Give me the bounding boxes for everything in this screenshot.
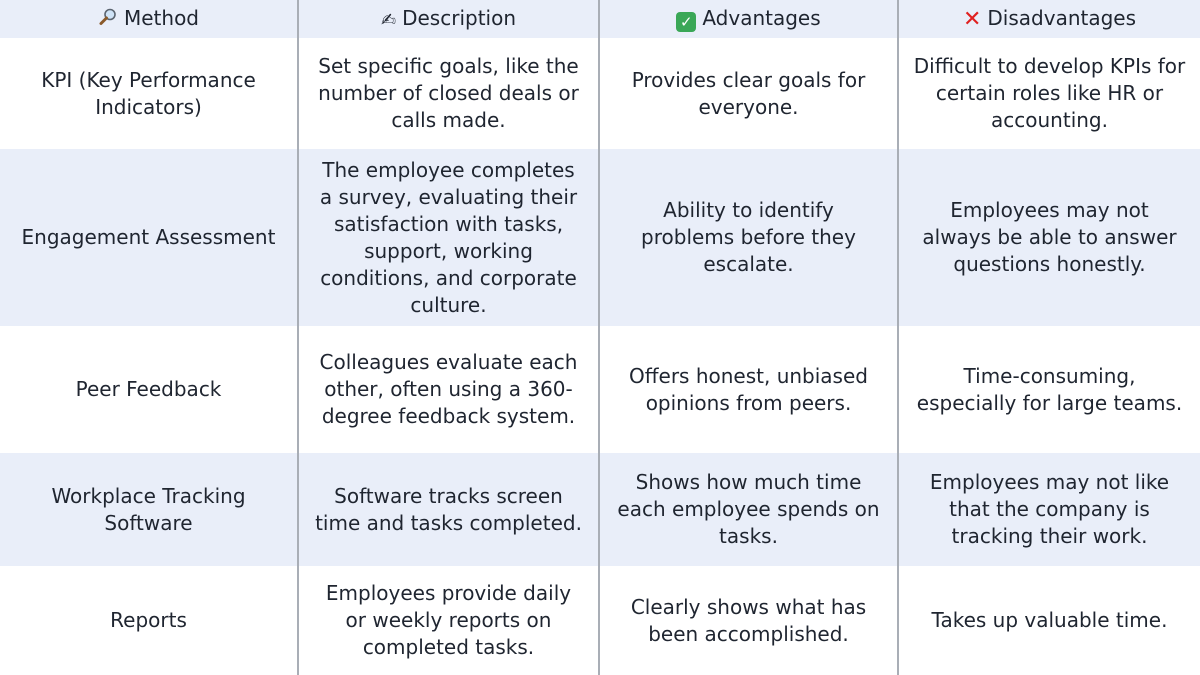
advantages-cell: Ability to identify problems before they escalate. [599,149,898,326]
description-cell: Software tracks screen time and tasks completed. [298,453,599,566]
method-cell: Engagement Assessment [21,225,276,249]
table-row [0,149,1200,326]
advantages-cell: Offers honest, unbiased opinions from peers. [599,326,898,453]
magnifier-icon [98,7,118,32]
header-description [298,0,599,38]
header-description-label: Description [402,5,516,30]
writing-hand-icon: ✍ [381,9,397,31]
header-disadvantages-label: Disadvantages [987,6,1137,30]
disadvantages-cell: Time-consuming, especially for large teams. [898,326,1200,453]
header-advantages [599,0,898,38]
header-advantages-label: Advantages [702,6,821,30]
table-row [0,38,1200,149]
method-cell: KPI (Key Performance Indicators) [41,67,256,119]
cross-mark-icon: ✕ [962,7,982,32]
header-method-label: Method [123,6,199,30]
description-cell: Employees provide daily or weekly reports on completed tasks. [298,566,599,675]
disadvantages-cell: Employees may not always be able to answer questions honestly. [898,149,1200,326]
method-cell: Reports [110,608,187,632]
check-mark-icon: ✓ [676,12,696,32]
advantages-cell: Provides clear goals for everyone. [599,38,898,149]
description-cell: Set specific goals, like the number of closed deals or calls made. [298,38,599,149]
description-cell: The employee completes a survey, evaluating their satisfaction with tasks, support, working conditions, and corporate culture. [298,149,599,326]
advantages-cell: Clearly shows what has been accomplished. [599,566,898,675]
disadvantages-cell: Takes up valuable time. [898,566,1200,675]
description-cell: Colleagues evaluate each other, often using a 360-degree feedback system. [298,326,599,453]
method-cell: Workplace Tracking Software [51,483,246,535]
disadvantages-cell: Difficult to develop KPIs for certain roles like HR or accounting. [898,38,1200,149]
table-row [0,566,1200,675]
table-row [0,326,1200,453]
table-row [0,453,1200,566]
advantages-cell: Shows how much time each employee spends on tasks. [599,453,898,566]
header-disadvantages [898,0,1200,38]
method-cell: Peer Feedback [75,377,222,401]
header-method [0,0,298,38]
disadvantages-cell: Employees may not like that the company is tracking their work. [898,453,1200,566]
header-row [0,0,1200,38]
